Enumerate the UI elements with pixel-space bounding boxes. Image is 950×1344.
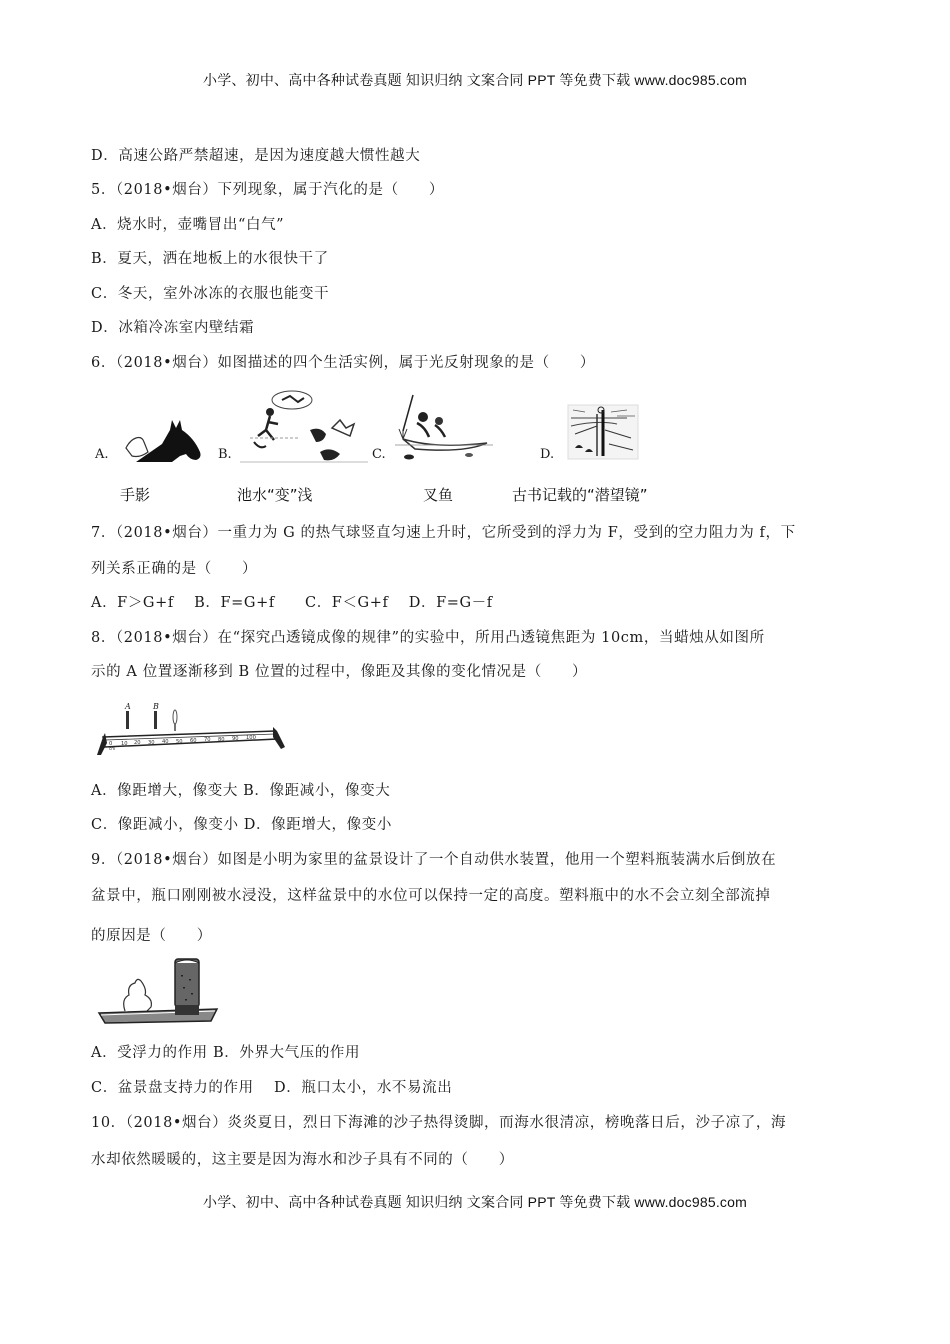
q7-stem-line2: 列关系正确的是（ ） <box>91 561 258 577</box>
fish-spearing-illustration <box>395 393 495 461</box>
svg-text:60: 60 <box>190 738 197 744</box>
svg-text:0: 0 <box>109 741 113 747</box>
marker-b: B <box>153 702 159 711</box>
q6-figure-a-label: A. <box>95 447 109 462</box>
q8-options-line1: A．像距增大，像变大 B．像距减小，像变大 <box>91 783 391 799</box>
q5-option-b: B．夏天，洒在地板上的水很快干了 <box>91 251 329 267</box>
q9-stem-line2: 盆景中，瓶口刚刚被水浸没，这样盆景中的水位可以保持一定的高度。塑料瓶中的水不会立刻全部流掉 <box>91 888 771 904</box>
svg-text:90: 90 <box>232 736 239 742</box>
q10-stem-line2: 水却依然暖暖的，这主要是因为海水和沙子具有不同的（ ） <box>91 1152 514 1168</box>
q6-stem: 6．（2018•烟台）如图描述的四个生活实例，属于光反射现象的是（ ） <box>91 355 596 371</box>
svg-text:10: 10 <box>121 741 128 747</box>
svg-text:40: 40 <box>162 739 169 745</box>
q6-figure-c-label: C. <box>372 447 386 462</box>
marker-a: A <box>125 702 131 711</box>
q6-figure-b-label: B. <box>218 447 232 462</box>
q6-figure-a-caption: 手影 <box>120 486 151 504</box>
q5-option-d: D．冰箱冷冻室内壁结霜 <box>91 320 255 336</box>
footer-banner: 小学、初中、高中各种试卷真题 知识归纳 文案合同 PPT 等免费下载 www.doc985.com <box>203 1194 747 1210</box>
hand-shadow-illustration <box>122 418 204 464</box>
q6-figure-d-label: D. <box>540 447 555 462</box>
svg-text:80: 80 <box>218 737 225 743</box>
svg-text:cm: cm <box>109 746 116 751</box>
q5-option-a: A．烧水时，壶嘴冒出“白气” <box>91 217 285 233</box>
q8-stem-line2: 示的 A 位置逐渐移到 B 位置的过程中，像距及其像的变化情况是（ ） <box>91 664 588 680</box>
header-banner: 小学、初中、高中各种试卷真题 知识归纳 文案合同 PPT 等免费下载 www.doc985.com <box>203 72 747 88</box>
svg-text:70: 70 <box>204 737 211 743</box>
ancient-periscope-illustration <box>567 404 639 460</box>
q9-stem-line3: 的原因是（ ） <box>91 928 212 944</box>
q10-stem-line1: 10．（2018•烟台）炎炎夏日，烈日下海滩的沙子热得烫脚，而海水很清凉，榜晚落日后，沙子凉了，海 <box>91 1115 787 1131</box>
q7-options: A．F＞G+f B．F=G+f C．F＜G+f D．F=G－f <box>91 595 493 611</box>
q9-options-line1: A．受浮力的作用 B．外界大气压的作用 <box>91 1045 361 1061</box>
q8-options-line2: C．像距减小，像变小 D．像距增大，像变小 <box>91 817 392 833</box>
svg-text:20: 20 <box>134 740 141 746</box>
q5-option-c: C．冬天，室外冰冻的衣服也能变干 <box>91 286 330 302</box>
q6-figure-d-caption: 古书记载的“潜望镜” <box>512 486 648 504</box>
q9-stem-line1: 9．（2018•烟台）如图是小明为家里的盆景设计了一个自动供水装置，他用一个塑料瓶装满水后倒放在 <box>91 852 777 868</box>
q5-stem: 5．（2018•烟台）下列现象，属于汽化的是（ ） <box>91 182 445 198</box>
svg-text:100: 100 <box>246 735 256 741</box>
bonsai-water-bottle-illustration <box>95 955 225 1027</box>
q6-figure-b-caption: 池水“变”浅 <box>237 486 313 504</box>
q9-options-line2: C．盆景盘支持力的作用 D．瓶口太小，水不易流出 <box>91 1080 453 1096</box>
q4-option-d: D．高速公路严禁超速，是因为速度越大惯性越大 <box>91 148 421 164</box>
q7-stem-line1: 7．（2018•烟台）一重力为 G 的热气球竖直匀速上升时，它所受到的浮力为 F，受到的空力阻力为 f，下 <box>91 525 796 541</box>
q8-stem-line1: 8．（2018•烟台）在“探究凸透镜成像的规律”的实验中，所用凸透镜焦距为 10cm，当蜡烛从如图所 <box>91 630 765 646</box>
svg-text:50: 50 <box>176 739 183 745</box>
optical-bench-illustration <box>95 697 295 757</box>
q6-figure-c-caption: 叉鱼 <box>423 486 454 504</box>
svg-text:30: 30 <box>148 740 155 746</box>
pool-water-shallow-illustration <box>240 390 368 464</box>
